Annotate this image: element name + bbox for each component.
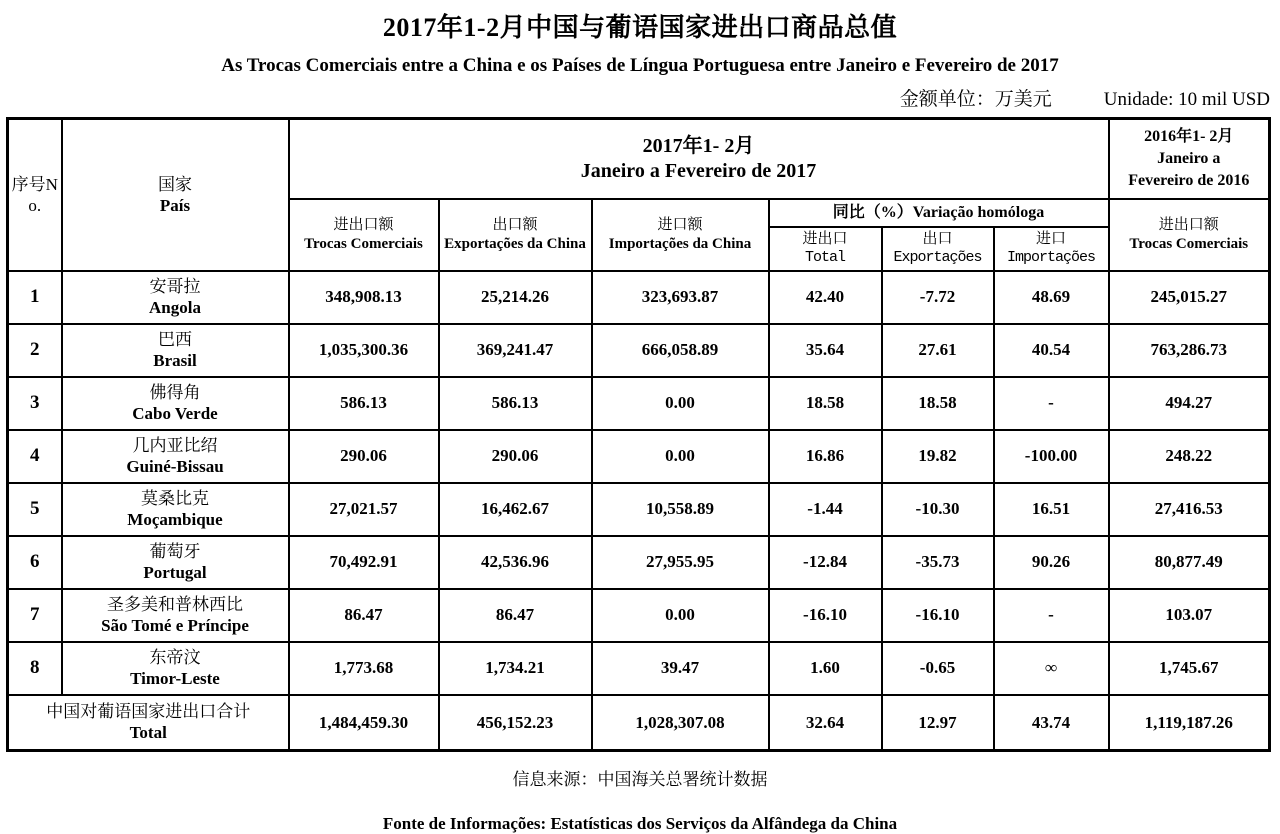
cell-total-yoy-imports: 43.74 bbox=[994, 695, 1109, 751]
cell-yoy-total: -1.44 bbox=[769, 483, 882, 536]
cell-row-no: 6 bbox=[8, 536, 62, 589]
cell-total-yoy-exports: 12.97 bbox=[882, 695, 994, 751]
col-header-imports-zh: 进口额 bbox=[657, 216, 703, 233]
cell-yoy-exports: -10.30 bbox=[882, 483, 994, 536]
col-header-trade-2016-pt: Trocas Comerciais bbox=[1129, 235, 1249, 252]
country-name-zh: 巴西 bbox=[158, 329, 192, 349]
cell-yoy-total: 1.60 bbox=[769, 642, 882, 695]
cell-country bbox=[62, 324, 289, 377]
cell-exports: 369,241.47 bbox=[439, 324, 592, 377]
col-header-yoy-imports-pt: Importações bbox=[1006, 248, 1096, 266]
col-header-country bbox=[62, 119, 289, 271]
period-2017-zh: 2017年1- 2月 bbox=[642, 134, 755, 157]
cell-country bbox=[62, 642, 289, 695]
table-row-angola bbox=[8, 271, 1270, 324]
cell-trade: 290.06 bbox=[289, 430, 439, 483]
cell-country bbox=[62, 589, 289, 642]
col-header-yoy-group: 同比（%）Variação homóloga bbox=[769, 199, 1109, 227]
cell-exports: 290.06 bbox=[439, 430, 592, 483]
cell-country bbox=[62, 377, 289, 430]
table-row-cabo-verde bbox=[8, 377, 1270, 430]
cell-trade: 586.13 bbox=[289, 377, 439, 430]
cell-row-no: 8 bbox=[8, 642, 62, 695]
cell-total-trade-2016: 1,119,187.26 bbox=[1109, 695, 1270, 751]
col-header-country-zh: 国家 bbox=[158, 174, 192, 194]
cell-yoy-exports: -0.65 bbox=[882, 642, 994, 695]
col-header-imports bbox=[592, 199, 769, 271]
cell-trade: 70,492.91 bbox=[289, 536, 439, 589]
col-header-yoy-exports bbox=[882, 227, 994, 271]
header-row-periods bbox=[8, 119, 1270, 199]
cell-trade: 348,908.13 bbox=[289, 271, 439, 324]
cell-yoy-total: 16.86 bbox=[769, 430, 882, 483]
country-name-pt: São Tomé e Príncipe bbox=[101, 616, 249, 635]
country-name-pt: Brasil bbox=[153, 351, 197, 370]
col-header-period-2017 bbox=[289, 119, 1109, 199]
country-name-pt: Moçambique bbox=[127, 510, 223, 529]
cell-country bbox=[62, 483, 289, 536]
cell-trade-2016: 27,416.53 bbox=[1109, 483, 1270, 536]
cell-imports: 27,955.95 bbox=[592, 536, 769, 589]
cell-imports: 39.47 bbox=[592, 642, 769, 695]
table-row-portugal bbox=[8, 536, 1270, 589]
unit-label-zh: 金额单位：万美元 bbox=[899, 89, 1052, 110]
table-row-brasil bbox=[8, 324, 1270, 377]
table-row-guine-bissau bbox=[8, 430, 1270, 483]
col-header-exports bbox=[439, 199, 592, 271]
cell-country bbox=[62, 430, 289, 483]
country-name-zh: 葡萄牙 bbox=[149, 541, 201, 561]
cell-yoy-imports: 16.51 bbox=[994, 483, 1109, 536]
cell-yoy-total: -16.10 bbox=[769, 589, 882, 642]
table-row-total bbox=[8, 695, 1270, 751]
col-header-trade-2016-zh: 进出口额 bbox=[1158, 216, 1219, 233]
col-header-exports-pt: Exportações da China bbox=[444, 235, 586, 252]
cell-exports: 25,214.26 bbox=[439, 271, 592, 324]
col-header-no: 序号No. bbox=[8, 119, 62, 271]
cell-row-no: 3 bbox=[8, 377, 62, 430]
unit-line bbox=[0, 84, 1280, 111]
cell-row-no: 7 bbox=[8, 589, 62, 642]
col-header-country-pt: País bbox=[159, 195, 191, 215]
cell-yoy-imports: 48.69 bbox=[994, 271, 1109, 324]
cell-trade-2016: 103.07 bbox=[1109, 589, 1270, 642]
cell-imports: 10,558.89 bbox=[592, 483, 769, 536]
cell-trade: 27,021.57 bbox=[289, 483, 439, 536]
col-header-yoy-imports bbox=[994, 227, 1109, 271]
cell-trade-2016: 245,015.27 bbox=[1109, 271, 1270, 324]
col-header-yoy-imports-zh: 进口 bbox=[1036, 230, 1067, 247]
cell-yoy-exports: 19.82 bbox=[882, 430, 994, 483]
cell-yoy-imports: 40.54 bbox=[994, 324, 1109, 377]
cell-yoy-total: 42.40 bbox=[769, 271, 882, 324]
cell-trade: 1,773.68 bbox=[289, 642, 439, 695]
cell-row-no: 2 bbox=[8, 324, 62, 377]
cell-yoy-exports: -16.10 bbox=[882, 589, 994, 642]
cell-yoy-imports: 90.26 bbox=[994, 536, 1109, 589]
table-row-mocambique bbox=[8, 483, 1270, 536]
unit-label-pt: Unidade: 10 mil USD bbox=[1103, 89, 1270, 110]
country-name-zh: 佛得角 bbox=[149, 382, 201, 402]
cell-imports: 0.00 bbox=[592, 430, 769, 483]
cell-country bbox=[62, 536, 289, 589]
country-name-pt: Portugal bbox=[143, 563, 207, 582]
country-name-pt: Timor-Leste bbox=[130, 669, 220, 688]
country-name-pt: Guiné-Bissau bbox=[126, 457, 224, 476]
country-name-pt: Cabo Verde bbox=[132, 404, 218, 423]
col-header-yoy-total bbox=[769, 227, 882, 271]
cell-imports: 666,058.89 bbox=[592, 324, 769, 377]
cell-imports: 0.00 bbox=[592, 377, 769, 430]
cell-yoy-exports: 27.61 bbox=[882, 324, 994, 377]
col-header-trade-2016 bbox=[1109, 199, 1270, 271]
source-note-pt: Fonte de Informações: Estatísticas dos Serviços da Alfândega da China bbox=[382, 814, 898, 833]
cell-yoy-imports: - bbox=[994, 377, 1109, 430]
total-label-zh: 中国对葡语国家进出口合计 bbox=[46, 702, 251, 721]
country-name-zh: 莫桑比克 bbox=[141, 488, 209, 508]
total-label-pt: Total bbox=[129, 723, 167, 743]
country-name-zh: 安哥拉 bbox=[149, 276, 201, 296]
table-row-timor-leste bbox=[8, 642, 1270, 695]
col-header-yoy-total-zh: 进出口 bbox=[802, 230, 848, 247]
country-name-pt: Angola bbox=[149, 298, 201, 317]
period-2017-pt: Janeiro a Fevereiro de 2017 bbox=[580, 159, 817, 182]
cell-exports: 1,734.21 bbox=[439, 642, 592, 695]
cell-total-exports: 456,152.23 bbox=[439, 695, 592, 751]
col-header-yoy-exports-zh: 出口 bbox=[922, 230, 953, 247]
col-header-exports-zh: 出口额 bbox=[492, 216, 538, 233]
col-header-imports-pt: Importações da China bbox=[608, 235, 752, 252]
cell-total-trade: 1,484,459.30 bbox=[289, 695, 439, 751]
col-header-period-2016 bbox=[1109, 119, 1270, 199]
cell-yoy-total: 35.64 bbox=[769, 324, 882, 377]
page-title-pt: As Trocas Comerciais entre a China e os Países de Língua Portuguesa entre Janeiro e Fevereiro de 2017 bbox=[221, 55, 1059, 76]
cell-trade-2016: 80,877.49 bbox=[1109, 536, 1270, 589]
col-header-yoy-exports-pt: Exportações bbox=[893, 248, 982, 266]
cell-trade: 86.47 bbox=[289, 589, 439, 642]
country-name-zh: 东帝汶 bbox=[149, 647, 201, 667]
col-header-trade-pt: Trocas Comerciais bbox=[304, 235, 423, 252]
cell-row-no: 1 bbox=[8, 271, 62, 324]
col-header-yoy-total-pt: Total bbox=[804, 248, 845, 266]
cell-total-label bbox=[8, 695, 289, 751]
source-note-zh: 信息来源：中国海关总署统计数据 bbox=[512, 770, 768, 789]
cell-row-no: 4 bbox=[8, 430, 62, 483]
trade-data-table bbox=[6, 117, 1271, 752]
cell-country bbox=[62, 271, 289, 324]
cell-yoy-total: 18.58 bbox=[769, 377, 882, 430]
cell-exports: 586.13 bbox=[439, 377, 592, 430]
period-2016-pt-line2: Fevereiro de 2016 bbox=[1128, 171, 1250, 189]
period-2016-pt-line1: Janeiro a bbox=[1157, 149, 1221, 167]
page-title-zh: 2017年1-2月中国与葡语国家进出口商品总值 bbox=[382, 13, 898, 42]
cell-exports: 42,536.96 bbox=[439, 536, 592, 589]
cell-yoy-imports: -100.00 bbox=[994, 430, 1109, 483]
col-header-trade bbox=[289, 199, 439, 271]
cell-total-imports: 1,028,307.08 bbox=[592, 695, 769, 751]
cell-yoy-exports: 18.58 bbox=[882, 377, 994, 430]
cell-yoy-imports: ∞ bbox=[994, 642, 1109, 695]
cell-row-no: 5 bbox=[8, 483, 62, 536]
cell-exports: 16,462.67 bbox=[439, 483, 592, 536]
country-name-zh: 几内亚比绍 bbox=[132, 435, 218, 455]
cell-trade-2016: 494.27 bbox=[1109, 377, 1270, 430]
cell-exports: 86.47 bbox=[439, 589, 592, 642]
cell-trade-2016: 763,286.73 bbox=[1109, 324, 1270, 377]
period-2016-zh: 2016年1- 2月 bbox=[1144, 128, 1234, 146]
cell-yoy-total: -12.84 bbox=[769, 536, 882, 589]
table-row-sao-tome bbox=[8, 589, 1270, 642]
cell-yoy-exports: -7.72 bbox=[882, 271, 994, 324]
cell-total-yoy-total: 32.64 bbox=[769, 695, 882, 751]
cell-yoy-imports: - bbox=[994, 589, 1109, 642]
cell-trade-2016: 248.22 bbox=[1109, 430, 1270, 483]
cell-yoy-exports: -35.73 bbox=[882, 536, 994, 589]
cell-imports: 323,693.87 bbox=[592, 271, 769, 324]
col-header-trade-zh: 进出口额 bbox=[333, 216, 394, 233]
cell-trade-2016: 1,745.67 bbox=[1109, 642, 1270, 695]
cell-trade: 1,035,300.36 bbox=[289, 324, 439, 377]
cell-imports: 0.00 bbox=[592, 589, 769, 642]
country-name-zh: 圣多美和普林西比 bbox=[107, 594, 243, 614]
